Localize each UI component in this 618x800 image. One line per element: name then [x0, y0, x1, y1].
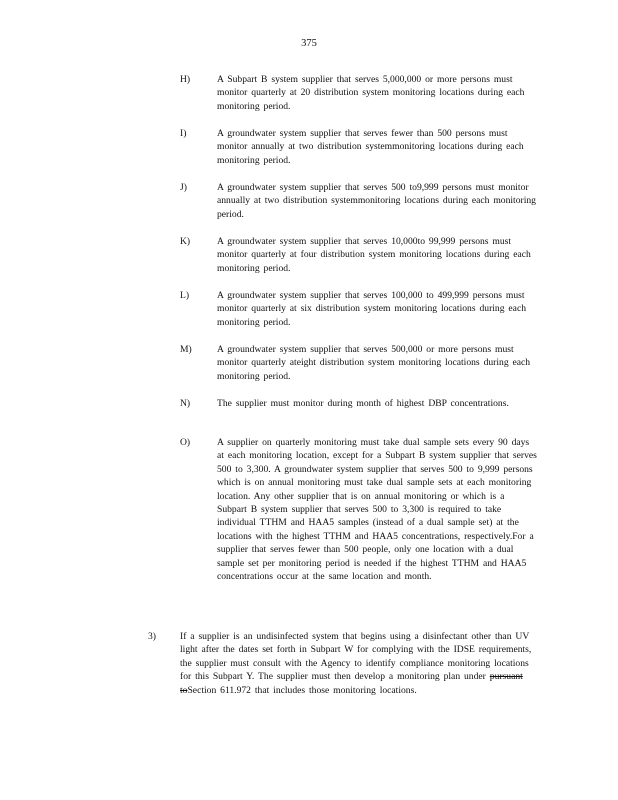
- page-number: 375: [301, 38, 317, 49]
- item-marker: N): [180, 398, 191, 409]
- item-text: A groundwater system supplier that serves 500,000 or more persons must monitor quarterly ateight distribution system monitoring locations during each monitoring period.: [217, 344, 531, 382]
- item-marker: O): [180, 437, 191, 448]
- item-marker: K): [180, 236, 191, 247]
- item-marker: J): [180, 182, 187, 193]
- item-text: The supplier must monitor during month of highest DBP concentrations.: [217, 398, 509, 409]
- text-before-strike: If a supplier is an undisinfected system that begins using a disinfectant other than UV light after the dates set forth in Subpart W for complying with the IDSE requirements, the supplier must consult with the Agency to identify compliance monitoring locations for this Subpart Y. The supplier must then develop a monitoring plan under: [180, 631, 532, 683]
- item-text: A groundwater system supplier that serves 100,000 to 499,999 persons must monitor quarterly at six distribution system monitoring locations during each monitoring period.: [217, 290, 526, 328]
- item-text: A groundwater system supplier that serves 500 to9,999 persons must monitor annually at two distribution systemmonitoring locations during each monitoring period.: [217, 182, 536, 220]
- item-text: A groundwater system supplier that serves 10,000to 99,999 persons must monitor quarterly at four distribution system monitoring locations during each monitoring period.: [217, 236, 531, 274]
- item-marker: L): [180, 290, 190, 301]
- item-text: [180, 630, 538, 697]
- item-marker: I): [180, 128, 187, 139]
- item-marker: H): [180, 74, 191, 85]
- item-text: A Subpart B system supplier that serves 5,000,000 or more persons must monitor quarterly at 20 distribution system monitoring locations during each monitoring period.: [217, 74, 525, 112]
- item-marker: M): [180, 344, 192, 355]
- item-text: A groundwater system supplier that serves fewer than 500 persons must monitor annually at two distribution systemmonitoring locations during each monitoring period.: [217, 128, 524, 166]
- item-marker: 3): [148, 631, 156, 642]
- struck-text: pursuant to: [180, 671, 523, 696]
- item-text: A supplier on quarterly monitoring must take dual sample sets every 90 days at each monitoring location, except for a Subpart B system supplier that serves 500 to 3,300. A groundwater system supplier that serves 500 to 9,999 persons which is on annual monitoring must take dual sample sets at each monitoring location. Any other supplier that is on annual monitoring or which is a Subpart B system supplier that serves 500 to 3,300 is required to take individual TTHM and HAA5 samples (instead of a dual sample set) at the locations with the highest TTHM and HAA5 concentrations, respectively.For a supplier that serves fewer than 500 people, only one location with a dual sample set per monitoring period is needed if the highest TTHM and HAA5 concentrations occur at the same location and month.: [217, 437, 537, 583]
- text-after-strike: Section 611.972 that includes those monitoring locations.: [187, 684, 417, 696]
